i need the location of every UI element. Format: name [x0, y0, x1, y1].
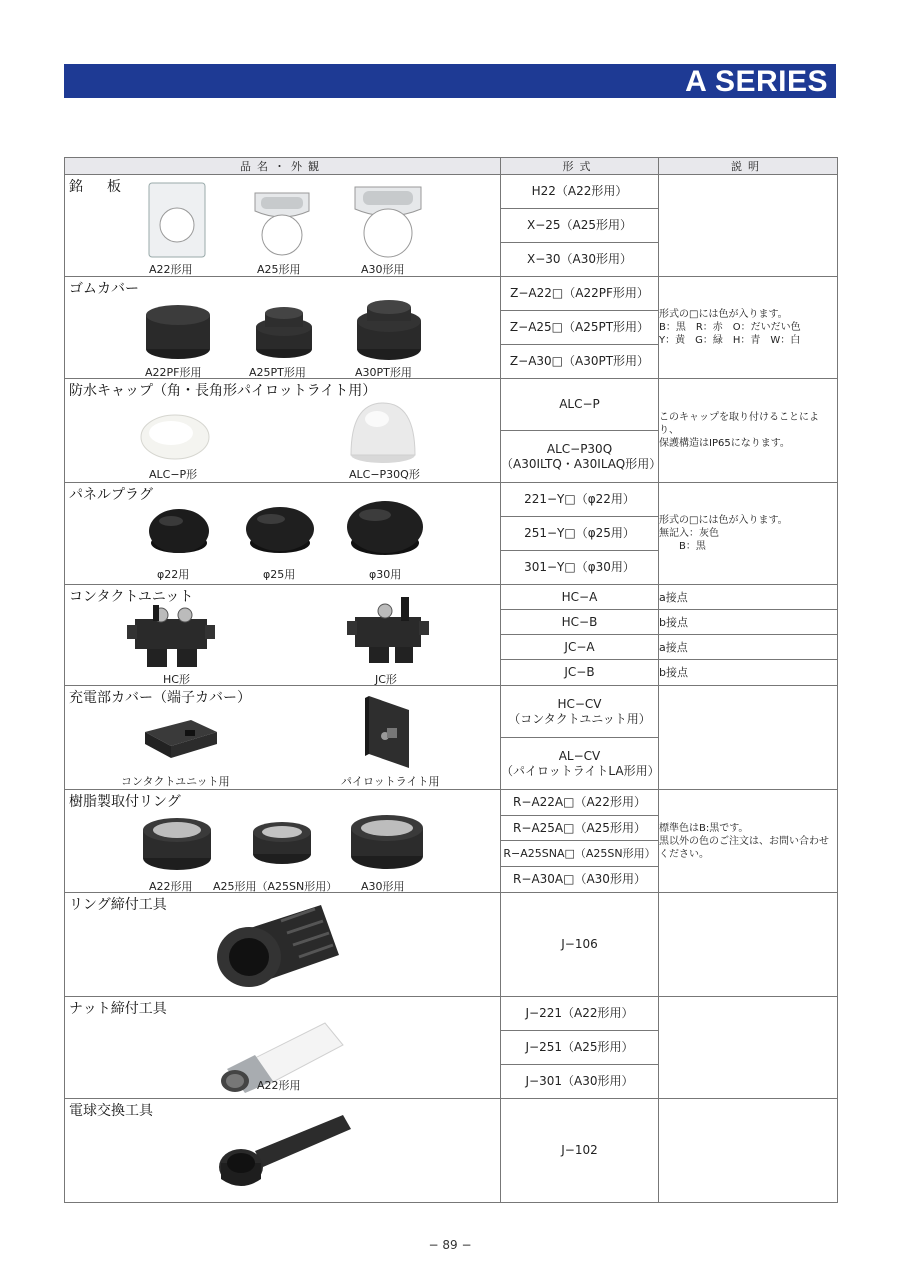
description-cell	[659, 997, 838, 1099]
caption: φ30用	[369, 568, 402, 581]
description-cell	[659, 379, 838, 483]
model-cell: HC−B	[501, 610, 659, 635]
model-cell: R−A22A□（A22形用）	[501, 790, 659, 816]
header-description: 説明	[659, 158, 838, 175]
model-cell: J−251（A25形用）	[501, 1031, 659, 1065]
panel-plug-25-image	[245, 503, 315, 557]
item-cell	[65, 997, 501, 1099]
contact-unit-jc-image	[347, 593, 433, 665]
model-cell: 221−Y□（φ22用）	[501, 483, 659, 517]
description-line: 無記入：灰色	[659, 528, 719, 539]
model-cell: Z−A22□（A22PF形用）	[501, 277, 659, 311]
description-cell: b接点	[659, 660, 838, 686]
description-line: 黒以外の色のご注文は、お問い合わせください。	[659, 835, 829, 860]
item-cell	[65, 277, 501, 379]
description-cell	[659, 893, 838, 997]
description-line: 形式の□には色が入ります。	[659, 515, 788, 526]
caption: コンタクトユニット用	[121, 775, 230, 788]
header-model: 形式	[501, 158, 659, 175]
item-name: 樹脂製取付リング	[69, 794, 181, 810]
item-cell	[65, 585, 501, 686]
table-row	[65, 585, 838, 610]
model-cell: Z−A25□（A25PT形用）	[501, 311, 659, 345]
mounting-ring-a22-image	[141, 814, 213, 874]
model-cell: R−A25A□（A25形用）	[501, 816, 659, 841]
description-cell	[659, 1099, 838, 1203]
model-cell: 301−Y□（φ30用）	[501, 551, 659, 585]
ring-tightening-tool-image	[211, 901, 343, 995]
table-row	[65, 483, 838, 517]
series-title: A SERIES	[685, 65, 828, 98]
nameplate-a30-image	[351, 183, 425, 263]
terminal-cover-contact-image	[141, 716, 221, 762]
description-line: B：黒	[659, 541, 706, 552]
model-cell: X−30（A30形用）	[501, 243, 659, 277]
series-banner	[64, 64, 836, 98]
table-row	[65, 893, 838, 997]
table-row	[65, 379, 838, 431]
model-cell: HC−A	[501, 585, 659, 610]
table-row	[65, 790, 838, 816]
panel-plug-30-image	[345, 497, 425, 559]
rubber-cover-a22-image	[143, 301, 213, 363]
item-cell	[65, 379, 501, 483]
table-row	[65, 277, 838, 311]
caption: A22PF形用	[145, 366, 202, 379]
model-cell: ALC−P	[501, 379, 659, 431]
caption: A25形用（A25SN形用）	[213, 880, 338, 893]
caption: A22形用	[149, 263, 193, 276]
item-cell	[65, 1099, 501, 1203]
caption: A22形用	[257, 1079, 301, 1092]
rubber-cover-a30-image	[355, 297, 423, 365]
bulb-exchange-tool-image	[215, 1111, 355, 1193]
description-cell: a接点	[659, 585, 838, 610]
nameplate-a22-image	[147, 181, 209, 261]
nameplate-a25-image	[251, 189, 313, 261]
model-cell: J−301（A30形用）	[501, 1065, 659, 1099]
model-cell: X−25（A25形用）	[501, 209, 659, 243]
caption: A25PT形用	[249, 366, 306, 379]
description-line: B：黒 R：赤 O：だいだい色	[659, 322, 801, 333]
model-cell: R−A25SNA□（A25SN形用）	[501, 841, 659, 867]
caption: ALC−P30Q形	[349, 468, 420, 481]
contact-unit-hc-image	[127, 603, 217, 669]
table-row	[65, 1099, 838, 1203]
caption: A25形用	[257, 263, 301, 276]
caption: パイロットライト用	[341, 775, 440, 788]
description-line: このキャップを取り付けることにより、	[659, 412, 819, 436]
item-cell	[65, 790, 501, 893]
item-name: コンタクトユニット	[69, 589, 194, 605]
item-name: 防水キャップ（角・長角形パイロットライト用）	[69, 383, 377, 399]
panel-plug-22-image	[147, 505, 211, 557]
model-cell: H22（A22形用）	[501, 175, 659, 209]
model-cell: JC−B	[501, 660, 659, 686]
model-cell: 251−Y□（φ25用）	[501, 517, 659, 551]
item-cell	[65, 483, 501, 585]
caption: φ22用	[157, 568, 190, 581]
table-row	[65, 997, 838, 1031]
item-cell	[65, 175, 501, 277]
model-cell: JC−A	[501, 635, 659, 660]
model-cell: J−221（A22形用）	[501, 997, 659, 1031]
item-cell	[65, 686, 501, 790]
description-cell	[659, 686, 838, 790]
rubber-cover-a25-image	[253, 303, 315, 363]
waterproof-cap-dome-image	[349, 397, 417, 467]
model-cell: ALC−P30Q （A30ILTQ・A30ILAQ形用）	[501, 431, 659, 483]
terminal-cover-pilot-image	[361, 692, 417, 772]
waterproof-cap-square-image	[137, 411, 213, 463]
description-cell: a接点	[659, 635, 838, 660]
model-cell: Z−A30□（A30PT形用）	[501, 345, 659, 379]
item-name: ゴムカバー	[69, 281, 139, 297]
caption: A30PT形用	[355, 366, 412, 379]
caption: A22形用	[149, 880, 193, 893]
model-cell: AL−CV （パイロットライトLA形用）	[501, 738, 659, 790]
item-cell	[65, 893, 501, 997]
item-name: 電球交換工具	[69, 1103, 153, 1119]
description-cell	[659, 483, 838, 585]
item-name: 充電部カバー（端子カバー）	[69, 690, 251, 706]
description-cell	[659, 277, 838, 379]
table-row	[65, 175, 838, 209]
item-name: ナット締付工具	[69, 1001, 167, 1017]
model-cell: J−102	[501, 1099, 659, 1203]
description-line: 保護構造はIP65になります。	[659, 438, 790, 449]
caption: φ25用	[263, 568, 296, 581]
caption: HC形	[163, 673, 190, 686]
item-name: 銘板	[69, 179, 145, 195]
description-line: 形式の□には色が入ります。	[659, 309, 788, 320]
caption: ALC−P形	[149, 468, 198, 481]
caption: A30形用	[361, 880, 405, 893]
caption: A30形用	[361, 263, 405, 276]
description-line: Y：黄 G：緑 H：青 W：白	[659, 335, 801, 346]
mounting-ring-a30-image	[349, 810, 425, 874]
description-cell	[659, 790, 838, 893]
item-name: パネルプラグ	[69, 487, 153, 503]
description-cell: b接点	[659, 610, 838, 635]
table-row	[65, 686, 838, 738]
item-name: リング締付工具	[69, 897, 167, 913]
page-number: − 89 −	[428, 1238, 472, 1252]
model-cell: R−A30A□（A30形用）	[501, 867, 659, 893]
caption: JC形	[375, 673, 397, 686]
description-cell	[659, 175, 838, 277]
model-cell: HC−CV （コンタクトユニット用）	[501, 686, 659, 738]
model-cell: J−106	[501, 893, 659, 997]
description-line: 標準色はB:黒です。	[659, 822, 749, 834]
header-item: 品名・外観	[65, 158, 501, 175]
mounting-ring-a25-image	[251, 818, 313, 868]
table-header-row	[65, 158, 838, 175]
accessory-table	[64, 157, 838, 1203]
